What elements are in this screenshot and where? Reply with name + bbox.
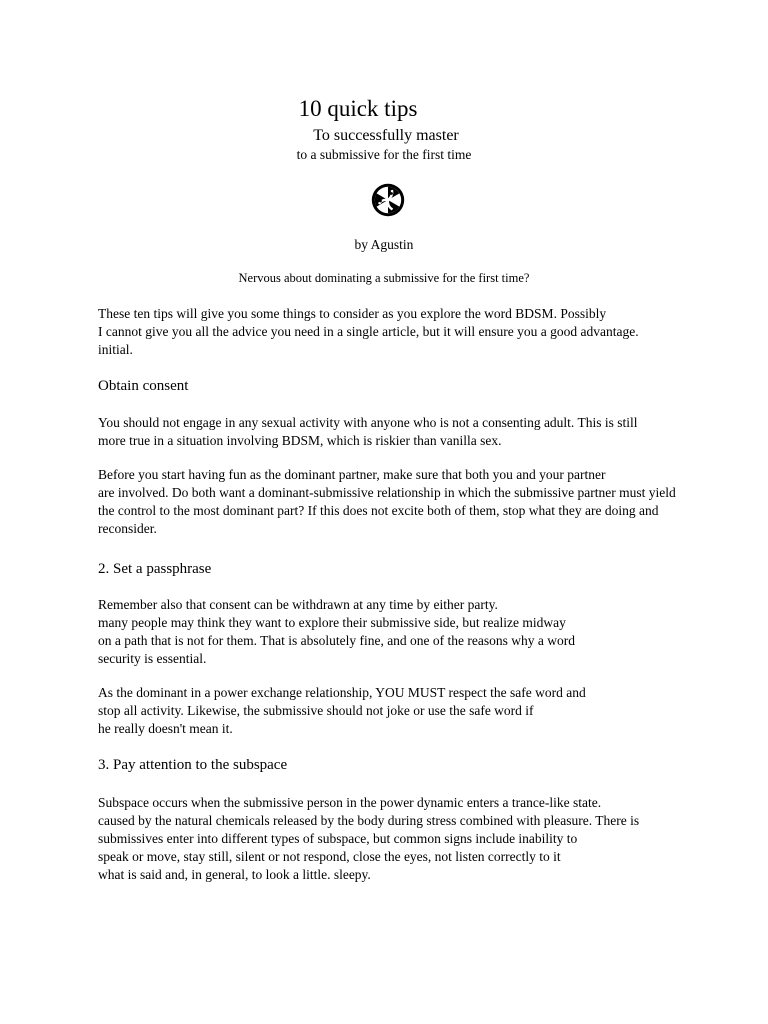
paragraph-line: reconsider. xyxy=(98,521,157,536)
paragraph-line: the control to the most dominant part? If this does not excite both of them, stop what they are doing and xyxy=(98,503,659,518)
teaser-question: Nervous about dominating a submissive for the first time? xyxy=(238,271,530,285)
passphrase-paragraph-2 xyxy=(98,684,698,738)
section-heading-passphrase: 2. Set a passphrase xyxy=(98,561,212,577)
section-heading-consent: Obtain consent xyxy=(98,378,189,394)
author-byline: by Agustin xyxy=(354,237,414,252)
intro-line: initial. xyxy=(98,342,133,357)
paragraph-line: what is said and, in general, to look a little. sleepy. xyxy=(98,867,371,882)
paragraph-line: submissives enter into different types of subspace, but common signs include inability to xyxy=(98,831,578,846)
document-title: 10 quick tips xyxy=(298,96,418,121)
triskelion-emblem-icon xyxy=(371,183,405,217)
paragraph-line: caused by the natural chemicals released by the body during stress combined with pleasure. There is xyxy=(98,813,640,828)
paragraph-line: You should not engage in any sexual activity with anyone who is not a consenting adult. This is still xyxy=(98,415,638,430)
passphrase-paragraph-1 xyxy=(98,596,698,668)
consent-paragraph-1 xyxy=(98,414,698,450)
paragraph-line: speak or move, stay still, silent or not respond, close the eyes, not listen correctly to it xyxy=(98,849,561,864)
intro-paragraph xyxy=(98,305,698,359)
paragraph-line: security is essential. xyxy=(98,651,207,666)
section-heading-subspace: 3. Pay attention to the subspace xyxy=(98,757,288,773)
intro-line: I cannot give you all the advice you need in a single article, but it will ensure you a good advantage. xyxy=(98,324,639,339)
subspace-paragraph-1 xyxy=(98,794,698,884)
paragraph-line: more true in a situation involving BDSM, which is riskier than vanilla sex. xyxy=(98,433,502,448)
paragraph-line: on a path that is not for them. That is absolutely fine, and one of the reasons why a word xyxy=(98,633,576,648)
paragraph-line: Remember also that consent can be withdrawn at any time by either party. xyxy=(98,597,498,612)
paragraph-line: are involved. Do both want a dominant-submissive relationship in which the submissive partner must yield xyxy=(98,485,676,500)
paragraph-line: stop all activity. Likewise, the submissive should not joke or use the safe word if xyxy=(98,703,534,718)
paragraph-line: Before you start having fun as the dominant partner, make sure that both you and your partner xyxy=(98,467,606,482)
paragraph-line: he really doesn't mean it. xyxy=(98,721,233,736)
document-subtitle-line2: to a submissive for the first time xyxy=(296,147,472,162)
paragraph-line: many people may think they want to explore their submissive side, but realize midway xyxy=(98,615,566,630)
document-subtitle-line1: To successfully master xyxy=(313,127,459,144)
paragraph-line: Subspace occurs when the submissive person in the power dynamic enters a trance-like state. xyxy=(98,795,602,810)
paragraph-line: As the dominant in a power exchange relationship, YOU MUST respect the safe word and xyxy=(98,685,586,700)
intro-line: These ten tips will give you some things to consider as you explore the word BDSM. Possibly xyxy=(98,306,607,321)
consent-paragraph-2 xyxy=(98,466,698,538)
